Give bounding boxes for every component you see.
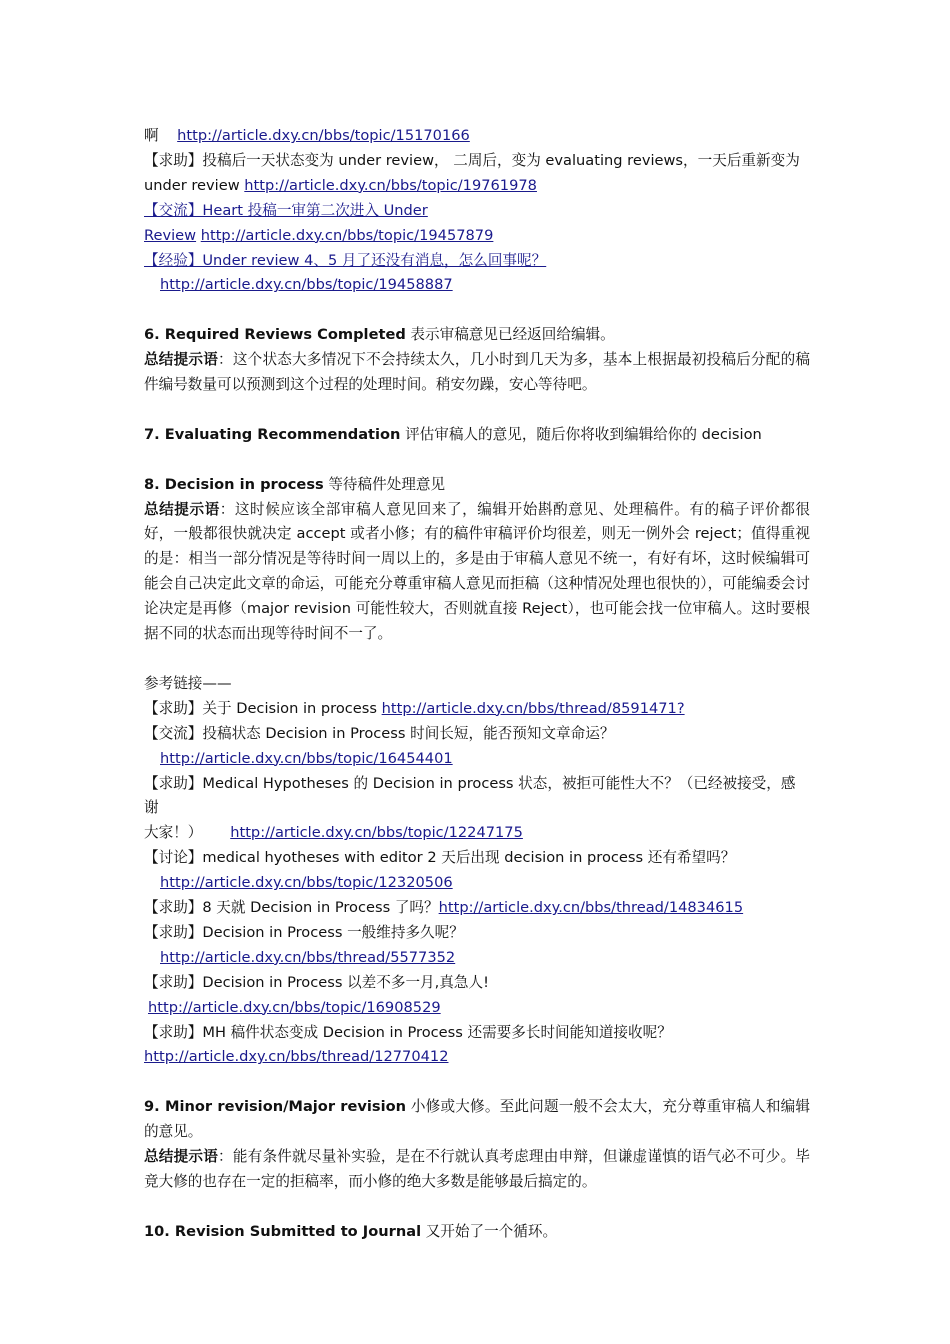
text-line xyxy=(144,273,810,298)
reference-item xyxy=(144,722,810,747)
link[interactable]: http://article.dxy.cn/bbs/topic/12247175 xyxy=(230,824,523,842)
summary-paragraph xyxy=(144,498,810,647)
spacer xyxy=(144,1195,810,1220)
text: 【交流】投稿状态 Decision in Process 时间长短，能否预知文章命运？ xyxy=(144,724,615,742)
text-line xyxy=(144,1045,810,1070)
spacer xyxy=(144,1070,810,1095)
reference-item xyxy=(144,896,810,921)
section-heading xyxy=(144,423,810,448)
document-body xyxy=(144,124,810,1245)
summary-label: 总结提示语 xyxy=(144,1148,219,1166)
text: ：这时候应该全部审稿人意见回来了，编辑开始斟酌意见、处理稿件。有的稿子评价都很好，一般都很快就决定 accept 或者小修；有的稿件审稿评价均很差，则无一例外会 reject；值得重视的是：相当一部分情况是等待时间一周以上的，多是由于审稿人意见不统一，有好有坏，这时候编辑可能会自己决定此文章的命运，可能充分尊重审稿人意见而拒稿（这种情况处理也很快的），可能编委会讨论决定是再修（major revision 可能性较大，否则就直接 Reject），也可能会找一位审稿人。这时要根据不同的状态而出现等待时间不一了。 xyxy=(144,500,810,643)
section-title: 6. Required Reviews Completed xyxy=(144,326,406,344)
reference-item xyxy=(144,971,810,996)
link[interactable]: http://article.dxy.cn/bbs/topic/19761978 xyxy=(244,176,537,194)
text: 大家！） xyxy=(144,824,203,842)
text: 啊 xyxy=(144,127,159,144)
text: 表示审稿意见已经返回给编辑。 xyxy=(405,326,615,344)
section-heading xyxy=(144,323,810,348)
text-line xyxy=(144,224,810,249)
text: ：能有条件就尽量补实验，是在不行就认真考虑理由申辩，但谦虚谨慎的语气必不可少。毕竟大修的也存在一定的拒稿率，而小修的绝大多数是能够最后搞定的。 xyxy=(144,1148,810,1190)
summary-paragraph xyxy=(144,348,810,398)
link[interactable]: 【交流】Heart 投稿一审第二次进入 Under xyxy=(144,201,428,219)
link[interactable]: 【经验】Under review 4、5 月了还没有消息，怎么回事呢？ xyxy=(144,251,547,269)
link[interactable]: http://article.dxy.cn/bbs/thread/8591471? xyxy=(381,699,685,717)
text-line xyxy=(144,249,810,274)
text: 等待稿件处理意见 xyxy=(323,475,446,493)
link[interactable]: http://article.dxy.cn/bbs/thread/12770412 xyxy=(144,1048,449,1066)
text: 【讨论】medical hyotheses with editor 2 天后出现 decision in process 还有希望吗？ xyxy=(144,849,736,867)
reference-item xyxy=(144,697,810,722)
spacer xyxy=(144,398,810,423)
reference-item xyxy=(144,1021,810,1046)
text: 又开始了一个循环。 xyxy=(421,1222,558,1240)
summary-label: 总结提示语 xyxy=(144,500,220,518)
text-line xyxy=(144,996,810,1021)
text: 【求助】关于 Decision in process xyxy=(144,699,382,717)
section-heading xyxy=(144,1095,810,1145)
text-line xyxy=(144,747,810,772)
text: 评估审稿人的意见，随后你将收到编辑给你的 decision xyxy=(400,425,762,443)
link[interactable]: http://article.dxy.cn/bbs/topic/19458887 xyxy=(160,276,453,294)
section-title: 9. Minor revision/Major revision xyxy=(144,1098,407,1116)
text: 【求助】投稿后一天状态变为 under review， 二周后，变为 evaluating reviews，一天后重新变为 xyxy=(144,151,800,169)
text-line xyxy=(144,821,810,846)
spacer xyxy=(144,298,810,323)
text-line xyxy=(144,149,810,174)
spacer xyxy=(144,448,810,473)
section-heading xyxy=(144,1220,810,1245)
link[interactable]: http://article.dxy.cn/bbs/topic/12320506 xyxy=(160,874,453,892)
section-heading xyxy=(144,473,810,498)
text-line xyxy=(144,871,810,896)
section-title: 10. Revision Submitted to Journal xyxy=(144,1222,422,1240)
text-line xyxy=(144,946,810,971)
link[interactable]: http://article.dxy.cn/bbs/topic/15170166 xyxy=(177,127,470,144)
summary-label: 总结提示语 xyxy=(144,351,219,369)
link[interactable]: http://article.dxy.cn/bbs/thread/14834615 xyxy=(438,899,744,917)
link[interactable]: http://article.dxy.cn/bbs/topic/19457879 xyxy=(200,226,494,244)
link[interactable]: http://article.dxy.cn/bbs/thread/5577352 xyxy=(160,948,456,966)
text: 【求助】MH 稿件状态变成 Decision in Process 还需要多长时间能知道接收呢？ xyxy=(144,1023,672,1041)
link[interactable]: http://article.dxy.cn/bbs/topic/16454401 xyxy=(160,749,453,767)
text: 小修或大修。至此问题一般不会太大，充分尊重审稿人和编辑的意见。 xyxy=(144,1098,810,1141)
reference-item xyxy=(144,846,810,871)
reference-item xyxy=(144,772,810,822)
text-line xyxy=(144,124,810,149)
text: 【求助】8 天就 Decision in Process 了吗？ xyxy=(144,899,439,917)
spacer xyxy=(144,647,810,672)
reference-label: 参考链接—— xyxy=(144,674,232,692)
section-title: 8. Decision in process xyxy=(144,475,324,493)
link[interactable]: Review xyxy=(144,226,197,244)
link[interactable]: http://article.dxy.cn/bbs/topic/16908529 xyxy=(148,998,441,1016)
section-title: 7. Evaluating Recommendation xyxy=(144,425,401,443)
text: under review xyxy=(144,176,245,194)
text: 【求助】Decision in Process 一般维持多久呢？ xyxy=(144,923,464,941)
text-line xyxy=(144,174,810,199)
summary-paragraph xyxy=(144,1145,810,1195)
reference-item xyxy=(144,921,810,946)
text: ：这个状态大多情况下不会持续太久，几小时到几天为多，基本上根据最初投稿后分配的稿件编号数量可以预测到这个过程的处理时间。稍安勿躁，安心等待吧。 xyxy=(144,351,810,394)
text-line xyxy=(144,199,810,224)
text: 【求助】Medical Hypotheses 的 Decision in process 状态，被拒可能性大不？（已经被接受，感谢 xyxy=(144,774,796,817)
text: 【求助】Decision in Process 以差不多一月,真急人! xyxy=(144,973,489,991)
